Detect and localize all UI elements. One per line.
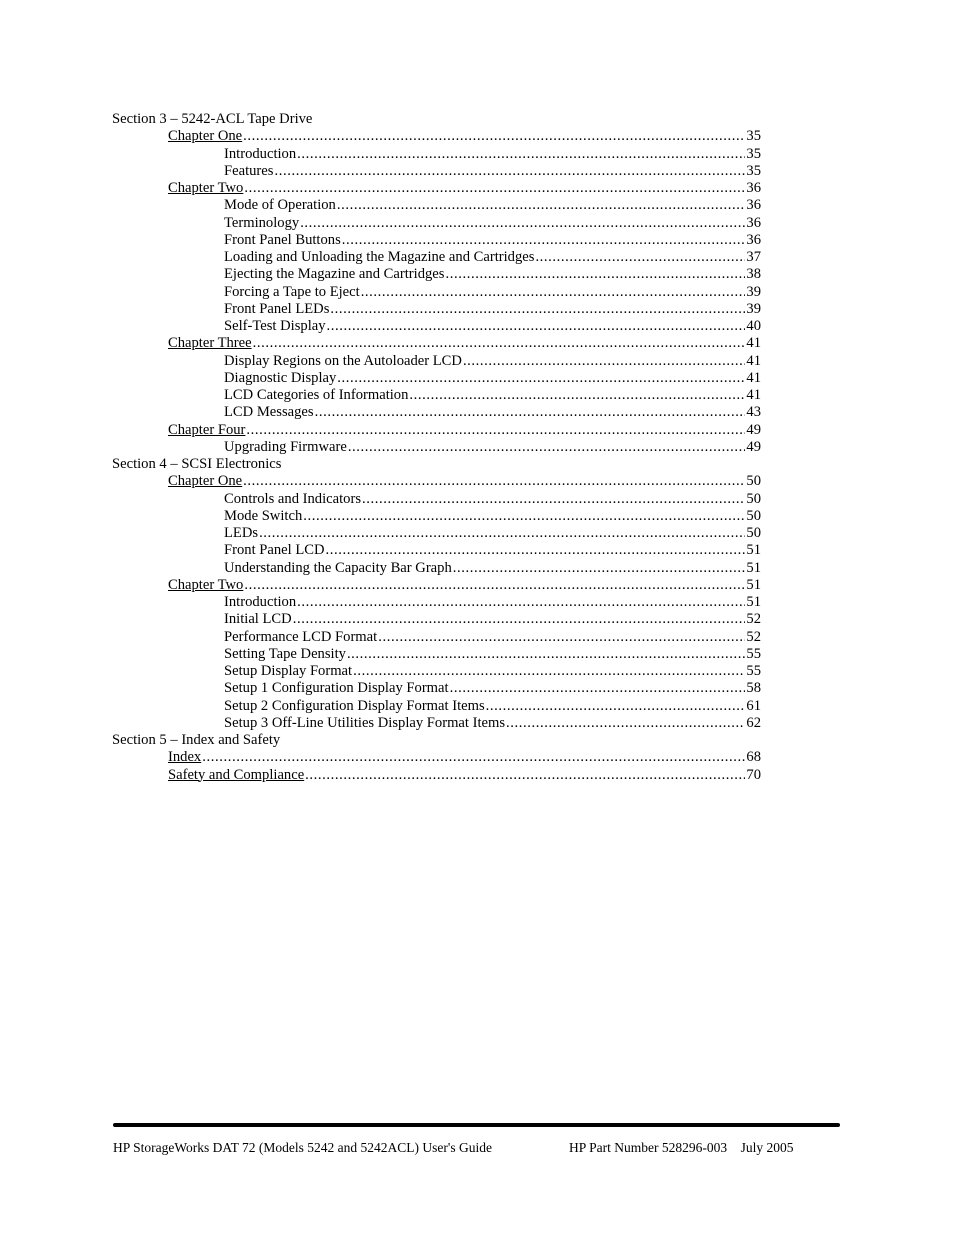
toc-dot-leader bbox=[450, 680, 746, 697]
table-of-contents bbox=[112, 111, 761, 784]
toc-page-number: 35 bbox=[746, 145, 761, 162]
toc-page-number: 51 bbox=[746, 576, 761, 593]
toc-dot-leader bbox=[243, 128, 745, 145]
toc-dot-leader bbox=[274, 163, 745, 180]
toc-dot-leader bbox=[362, 491, 745, 508]
toc-dot-leader bbox=[453, 560, 746, 577]
toc-topic-row[interactable] bbox=[112, 439, 761, 456]
toc-dot-leader bbox=[361, 284, 746, 301]
toc-topic-row[interactable] bbox=[112, 646, 761, 663]
toc-chapter-label[interactable]: Chapter Three bbox=[168, 335, 252, 352]
toc-page-number: 35 bbox=[746, 128, 761, 145]
toc-dot-leader bbox=[244, 577, 745, 594]
toc-topic-label: LCD Categories of Information bbox=[224, 387, 409, 403]
toc-topic-label: Setup Display Format bbox=[224, 663, 353, 679]
toc-page-number: 36 bbox=[746, 214, 761, 231]
toc-topic-label: LEDs bbox=[224, 525, 259, 541]
toc-topic-row[interactable] bbox=[112, 491, 761, 508]
toc-dot-leader bbox=[202, 749, 745, 766]
toc-page-number: 55 bbox=[746, 645, 761, 662]
toc-page-number: 41 bbox=[746, 369, 761, 386]
toc-topic-label: Front Panel Buttons bbox=[224, 231, 341, 248]
toc-topic-label: Upgrading Firmware bbox=[224, 438, 347, 455]
toc-chapter-row[interactable] bbox=[112, 767, 761, 784]
toc-page-number: 36 bbox=[746, 180, 761, 196]
toc-topic-label: Setup 1 Configuration Display Format bbox=[224, 680, 449, 697]
toc-dot-leader bbox=[305, 767, 745, 784]
toc-topic-label: Self-Test Display bbox=[224, 318, 326, 334]
toc-topic-label: Mode of Operation bbox=[224, 197, 336, 214]
toc-topic-label: LCD Messages bbox=[224, 404, 314, 421]
toc-page-number: 68 bbox=[746, 749, 761, 766]
toc-topic-row[interactable] bbox=[112, 301, 761, 318]
toc-dot-leader bbox=[463, 353, 745, 370]
toc-topic-row[interactable] bbox=[112, 525, 761, 542]
toc-page-number: 50 bbox=[746, 525, 761, 541]
toc-dot-leader bbox=[246, 422, 745, 439]
toc-topic-row[interactable] bbox=[112, 163, 761, 180]
toc-page-number: 36 bbox=[746, 231, 761, 248]
toc-dot-leader bbox=[303, 508, 745, 525]
toc-topic-row[interactable] bbox=[112, 715, 761, 732]
toc-page-number: 49 bbox=[746, 421, 761, 438]
toc-chapter-label[interactable]: Chapter Two bbox=[168, 576, 244, 593]
toc-topic-label: Understanding the Capacity Bar Graph bbox=[224, 559, 452, 576]
toc-page-number: 61 bbox=[746, 697, 761, 714]
toc-topic-label: Setup 2 Configuration Display Format Items bbox=[224, 697, 485, 714]
toc-chapter-row[interactable] bbox=[112, 577, 761, 594]
toc-topic-row[interactable] bbox=[112, 387, 761, 404]
toc-dot-leader bbox=[300, 215, 745, 232]
toc-page-number: 51 bbox=[746, 594, 761, 610]
toc-page-number: 39 bbox=[746, 283, 761, 300]
toc-page-number: 70 bbox=[746, 766, 761, 783]
toc-topic-label: Introduction bbox=[224, 145, 297, 162]
toc-page-number: 41 bbox=[746, 335, 761, 352]
toc-section-row bbox=[112, 456, 761, 473]
toc-section-label: Section 5 – Index and Safety bbox=[112, 732, 281, 748]
toc-dot-leader bbox=[486, 698, 746, 715]
toc-topic-label: Forcing a Tape to Eject bbox=[224, 283, 360, 300]
toc-topic-label: Terminology bbox=[224, 214, 300, 231]
toc-dot-leader bbox=[243, 473, 745, 490]
toc-topic-row[interactable] bbox=[112, 232, 761, 249]
toc-topic-label: Features bbox=[224, 162, 274, 179]
toc-dot-leader bbox=[348, 439, 746, 456]
toc-chapter-row[interactable] bbox=[112, 749, 761, 766]
toc-page-number: 62 bbox=[746, 714, 761, 731]
toc-chapter-row[interactable] bbox=[112, 422, 761, 439]
toc-topic-label: Setting Tape Density bbox=[224, 645, 346, 662]
toc-chapter-label[interactable]: Chapter Two bbox=[168, 180, 244, 196]
toc-dot-leader bbox=[337, 197, 746, 214]
toc-topic-label: Introduction bbox=[224, 594, 297, 610]
toc-topic-row[interactable] bbox=[112, 611, 761, 628]
toc-section-row bbox=[112, 732, 761, 749]
toc-page-number: 37 bbox=[746, 249, 761, 265]
toc-dot-leader bbox=[297, 146, 745, 163]
toc-page-number: 41 bbox=[746, 352, 761, 369]
toc-page-number: 51 bbox=[746, 542, 761, 559]
toc-dot-leader bbox=[337, 370, 745, 387]
toc-chapter-row[interactable] bbox=[112, 128, 761, 145]
toc-page-number: 52 bbox=[746, 611, 761, 628]
toc-topic-label: Front Panel LEDs bbox=[224, 300, 330, 317]
toc-topic-label: Ejecting the Magazine and Cartridges bbox=[224, 266, 445, 283]
toc-topic-label: Initial LCD bbox=[224, 611, 292, 628]
toc-topic-label: Front Panel LCD bbox=[224, 542, 325, 559]
toc-page-number: 40 bbox=[746, 318, 761, 334]
toc-topic-row[interactable] bbox=[112, 698, 761, 715]
toc-topic-row[interactable] bbox=[112, 197, 761, 214]
toc-dot-leader bbox=[353, 663, 745, 680]
toc-dot-leader bbox=[445, 266, 745, 283]
toc-topic-label: Display Regions on the Autoloader LCD bbox=[224, 352, 462, 369]
toc-topic-label: Controls and Indicators bbox=[224, 490, 361, 507]
toc-page-number: 41 bbox=[746, 387, 761, 403]
toc-dot-leader bbox=[297, 594, 745, 611]
toc-page-number: 51 bbox=[746, 559, 761, 576]
toc-page-number: 36 bbox=[746, 197, 761, 214]
toc-topic-row[interactable] bbox=[112, 508, 761, 525]
toc-page-number: 50 bbox=[746, 490, 761, 507]
toc-topic-row[interactable] bbox=[112, 680, 761, 697]
toc-topic-row[interactable] bbox=[112, 249, 761, 266]
toc-topic-label: Performance LCD Format bbox=[224, 628, 378, 645]
toc-topic-row[interactable] bbox=[112, 629, 761, 646]
toc-topic-row[interactable] bbox=[112, 560, 761, 577]
toc-topic-label: Mode Switch bbox=[224, 507, 303, 524]
toc-section-label: Section 4 – SCSI Electronics bbox=[112, 456, 282, 472]
toc-dot-leader bbox=[409, 387, 745, 404]
toc-page-number: 52 bbox=[746, 628, 761, 645]
toc-topic-row[interactable] bbox=[112, 542, 761, 559]
toc-page-number: 58 bbox=[746, 680, 761, 697]
toc-topic-row[interactable] bbox=[112, 663, 761, 680]
toc-dot-leader bbox=[347, 646, 745, 663]
toc-dot-leader bbox=[326, 542, 746, 559]
toc-page-number: 50 bbox=[746, 473, 761, 490]
toc-page-number: 38 bbox=[746, 266, 761, 283]
toc-page-number: 50 bbox=[746, 507, 761, 524]
toc-topic-row[interactable] bbox=[112, 353, 761, 370]
toc-page-number: 39 bbox=[746, 300, 761, 317]
toc-page-number: 43 bbox=[746, 404, 761, 421]
toc-topic-row[interactable] bbox=[112, 284, 761, 301]
toc-chapter-label[interactable]: Chapter One bbox=[168, 473, 243, 490]
toc-dot-leader bbox=[244, 180, 745, 197]
toc-dot-leader bbox=[342, 232, 746, 249]
footer-part-number: HP Part Number 528296-003 July 2005 bbox=[569, 1140, 794, 1155]
toc-page-number: 55 bbox=[746, 663, 761, 679]
toc-topic-row[interactable] bbox=[112, 146, 761, 163]
toc-dot-leader bbox=[535, 249, 745, 266]
footer-divider bbox=[113, 1123, 840, 1127]
toc-dot-leader bbox=[259, 525, 745, 542]
toc-chapter-label[interactable]: Safety and Compliance bbox=[168, 766, 305, 783]
toc-dot-leader bbox=[330, 301, 745, 318]
toc-chapter-row[interactable] bbox=[112, 180, 761, 197]
toc-page-number: 35 bbox=[746, 162, 761, 179]
toc-topic-row[interactable] bbox=[112, 215, 761, 232]
toc-chapter-row[interactable] bbox=[112, 473, 761, 490]
toc-page-number: 49 bbox=[746, 438, 761, 455]
toc-dot-leader bbox=[293, 611, 746, 628]
toc-dot-leader bbox=[315, 404, 746, 421]
toc-topic-row[interactable] bbox=[112, 266, 761, 283]
toc-topic-label: Setup 3 Off-Line Utilities Display Format Items bbox=[224, 714, 506, 731]
footer-document-title: HP StorageWorks DAT 72 (Models 5242 and 5242ACL) User's Guide bbox=[113, 1140, 492, 1155]
toc-chapter-row[interactable] bbox=[112, 335, 761, 352]
toc-chapter-label[interactable]: Chapter One bbox=[168, 128, 243, 145]
toc-topic-row[interactable] bbox=[112, 318, 761, 335]
toc-dot-leader bbox=[327, 318, 746, 335]
toc-dot-leader bbox=[506, 715, 745, 732]
toc-topic-row[interactable] bbox=[112, 370, 761, 387]
toc-topic-label: Diagnostic Display bbox=[224, 369, 337, 386]
toc-section-row bbox=[112, 111, 761, 128]
toc-section-label: Section 3 – 5242-ACL Tape Drive bbox=[112, 111, 313, 127]
toc-chapter-label[interactable]: Chapter Four bbox=[168, 421, 246, 438]
toc-topic-row[interactable] bbox=[112, 404, 761, 421]
toc-topic-row[interactable] bbox=[112, 594, 761, 611]
toc-dot-leader bbox=[378, 629, 745, 646]
toc-topic-label: Loading and Unloading the Magazine and Cartridges bbox=[224, 249, 535, 265]
toc-dot-leader bbox=[253, 335, 746, 352]
toc-chapter-label[interactable]: Index bbox=[168, 749, 202, 766]
